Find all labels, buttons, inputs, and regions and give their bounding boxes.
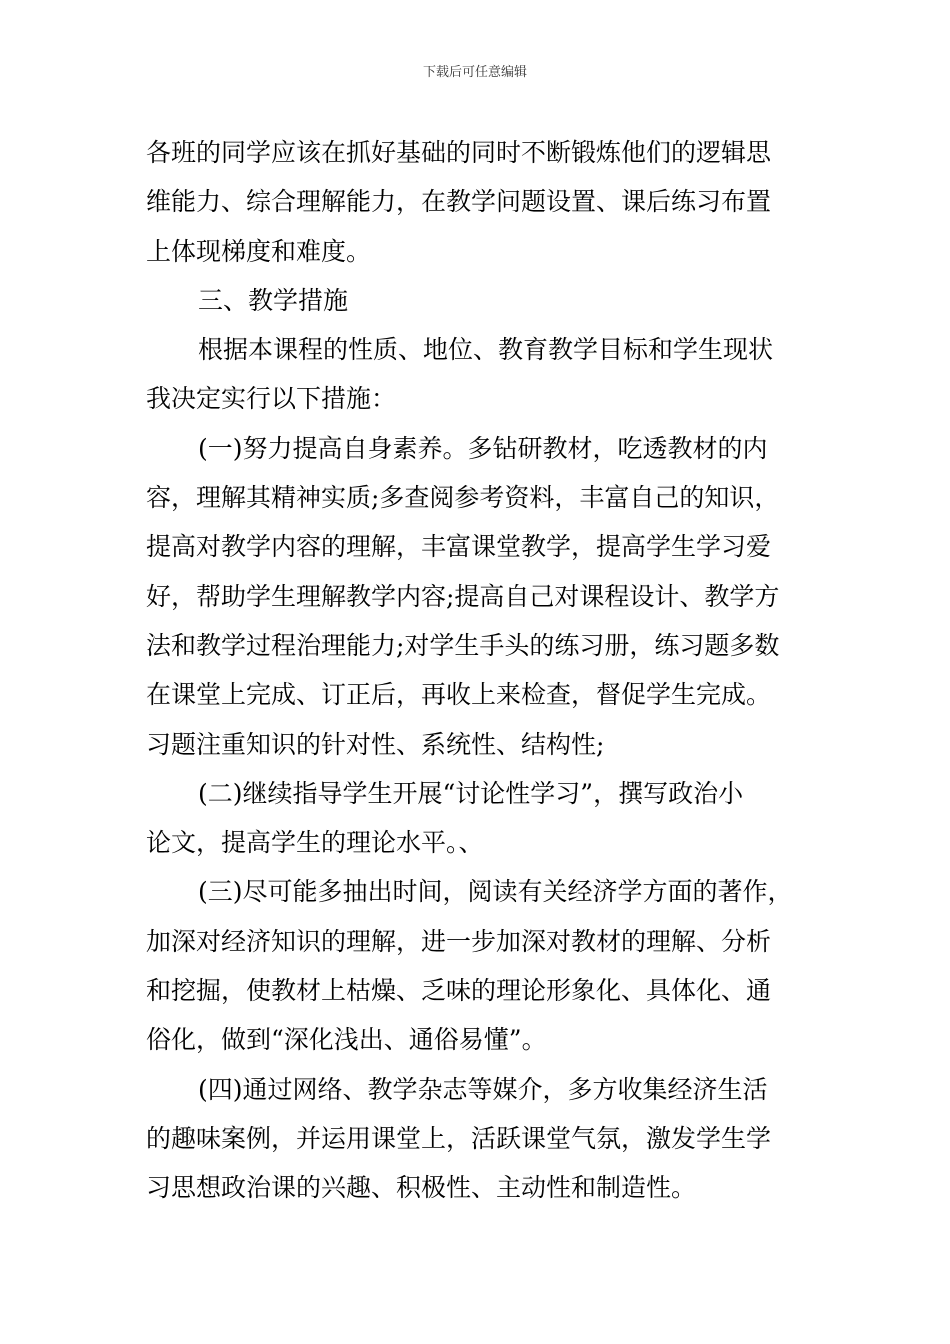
- text-line: 容，理解其精神实质;多查阅参考资料，丰富自己的知识，: [146, 483, 780, 513]
- document-body: [146, 128, 811, 1213]
- text-line: 论文，提高学生的理论水平。、: [146, 828, 484, 858]
- paragraph-measure-2: [146, 769, 811, 868]
- paragraph-intro-continuation: [146, 128, 811, 276]
- text-line: 法和教学过程治理能力;对学生手头的练习册，练习题多数: [146, 630, 780, 660]
- text-line: 加深对经济知识的理解，进一步加深对教材的理解、分析: [146, 926, 772, 956]
- text-line: 在课堂上完成、订正后，再收上来检查，督促学生完成。: [146, 680, 772, 710]
- page-header: 下载后可任意编辑: [422, 65, 527, 80]
- text-line: 根据本课程的性质、地位、教育教学目标和学生现状: [198, 335, 774, 365]
- text-line: 俗化，做到“深化浅出、通俗易懂”。: [146, 1025, 547, 1055]
- section-heading-text: 三、教学措施: [198, 285, 349, 315]
- paragraph-measure-1: [146, 424, 811, 769]
- section-heading-teaching-measures: [146, 276, 811, 325]
- text-line: (四)通过网络、教学杂志等媒介，多方收集经济生活: [198, 1074, 768, 1104]
- text-line: 维能力、综合理解能力，在教学问题设置、课后练习布置: [146, 187, 772, 217]
- text-line: 上体现梯度和难度。: [146, 236, 372, 266]
- text-line: 各班的同学应该在抓好基础的同时不断锻炼他们的逻辑思: [146, 138, 772, 167]
- text-line: 提高对教学内容的理解，丰富课堂教学，提高学生学习爱: [146, 532, 772, 562]
- paragraph-measures-intro: [146, 325, 811, 424]
- text-line: 习思想政治课的兴趣、积极性、主动性和制造性。: [146, 1173, 697, 1203]
- text-line: 的趣味案例，并运用课堂上，活跃课堂气氛，激发学生学: [146, 1123, 772, 1153]
- text-line: 我决定实行以下措施：: [146, 384, 397, 414]
- paragraph-measure-3: [146, 867, 811, 1064]
- paragraph-measure-4: [146, 1065, 811, 1213]
- text-line: 好，帮助学生理解教学内容;提高自己对课程设计、教学方: [146, 581, 780, 611]
- text-line: (二)继续指导学生开展“讨论性学习”，撰写政治小: [198, 778, 744, 808]
- text-line: 和挖掘，使教材上枯燥、乏味的理论形象化、具体化、通: [146, 976, 772, 1006]
- text-line: 习题注重知识的针对性、系统性、结构性;: [146, 729, 605, 759]
- text-line: (一)努力提高自身素养。多钻研教材，吃透教材的内: [198, 433, 768, 463]
- text-line: (三)尽可能多抽出时间，阅读有关经济学方面的著作，: [198, 877, 793, 907]
